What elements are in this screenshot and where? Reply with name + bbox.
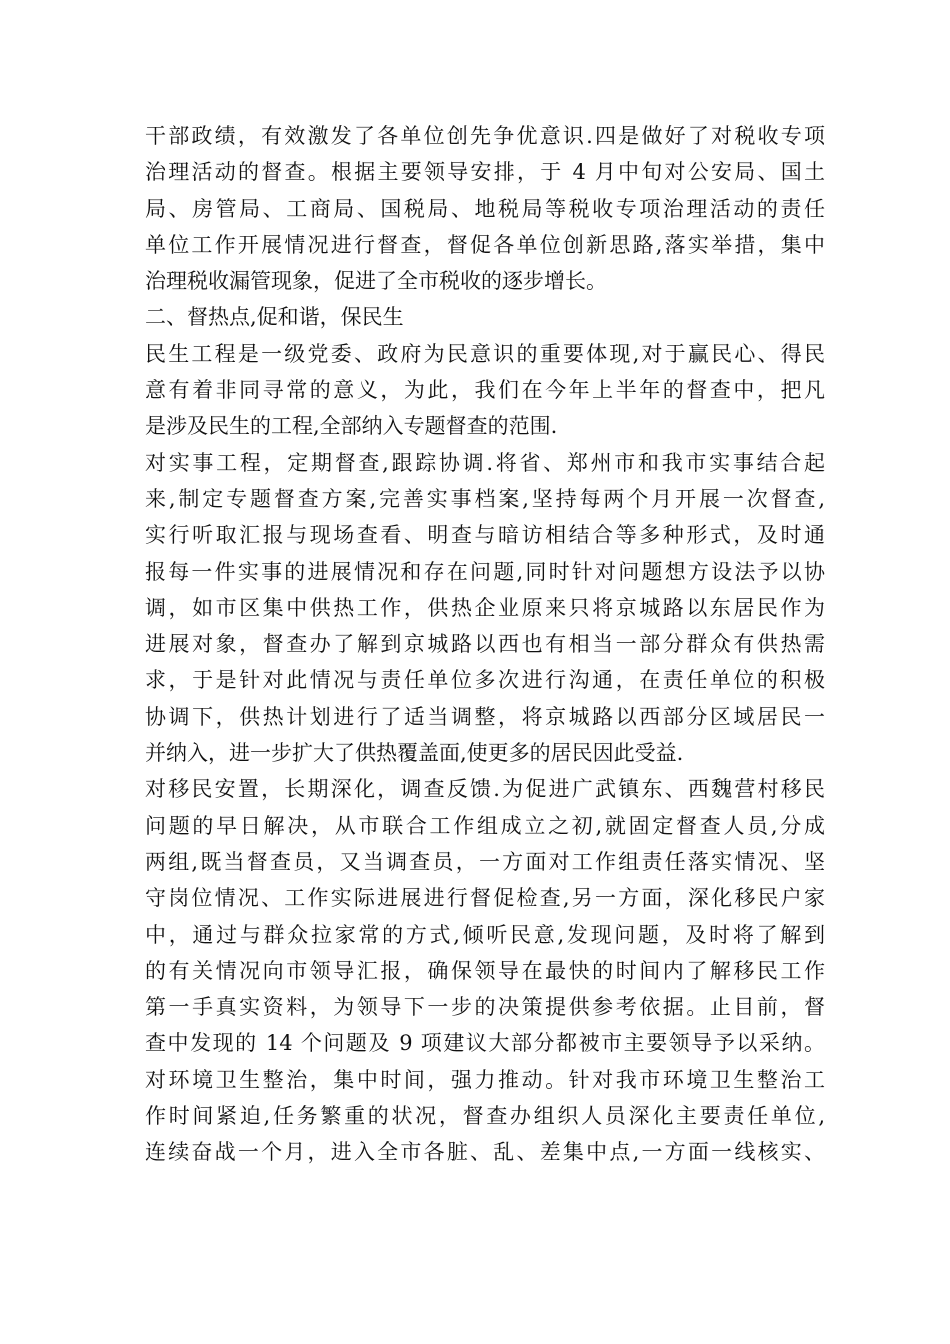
text-line: 民生工程是一级党委、政府为民意识的重要体现,对于赢民心、得民 <box>145 341 825 366</box>
text-line: 求，于是针对此情况与责任单位多次进行沟通，在责任单位的积极 <box>145 668 825 693</box>
text-line: 意有着非同寻常的意义，为此，我们在今年上半年的督查中，把凡 <box>145 378 825 403</box>
text-line: 中，通过与群众拉家常的方式,倾听民意,发现问题，及时将了解到 <box>145 922 825 947</box>
section-heading: 二、督热点,促和谐，保民生 <box>145 305 404 330</box>
text-line: 对实事工程，定期督查,跟踪协调.将省、郑州市和我市实事结合起 <box>145 450 825 475</box>
text-line: 进展对象，督查办了解到京城路以西也有相当一部分群众有供热需 <box>145 632 825 657</box>
text-line: 治理活动的督查。根据主要领导安排，于 4 月中旬对公安局、国土 <box>145 160 825 185</box>
text-line: 第一手真实资料，为领导下一步的决策提供参考依据。止目前，督 <box>145 995 825 1020</box>
text-line: 协调下，供热计划进行了适当调整，将京城路以西部分区域居民一 <box>145 704 825 729</box>
text-line: 对环境卫生整治，集中时间，强力推动。针对我市环境卫生整治工 <box>145 1067 825 1092</box>
text-line: 干部政绩，有效激发了各单位创先争优意识.四是做好了对税收专项 <box>145 124 825 148</box>
text-line: 作时间紧迫,任务繁重的状况，督查办组织人员深化主要责任单位, <box>145 1104 825 1129</box>
text-line: 调，如市区集中供热工作，供热企业原来只将京城路以东居民作为 <box>145 595 825 620</box>
text-line: 的有关情况向市领导汇报，确保领导在最快的时间内了解移民工作 <box>145 958 825 983</box>
text-line: 治理税收漏管现象，促进了全市税收的逐步增长。 <box>145 269 607 294</box>
text-line: 实行听取汇报与现场查看、明查与暗访相结合等多种形式，及时通 <box>145 523 825 548</box>
text-line: 局、房管局、工商局、国税局、地税局等税收专项治理活动的责任 <box>145 196 825 221</box>
text-line: 报每一件实事的进展情况和存在问题,同时针对问题想方设法予以协 <box>145 559 825 584</box>
text-line: 来,制定专题督查方案,完善实事档案,坚持每两个月开展一次督查, <box>145 486 825 511</box>
text-line: 守岗位情况、工作实际进展进行督促检查,另一方面，深化移民户家 <box>145 886 825 911</box>
text-line: 并纳入，进一步扩大了供热覆盖面,使更多的居民因此受益. <box>145 741 684 766</box>
text-line: 问题的早日解决，从市联合工作组成立之初,就固定督查人员,分成 <box>145 813 825 838</box>
text-line: 两组,既当督查员，又当调查员，一方面对工作组责任落实情况、坚 <box>145 849 825 874</box>
text-line: 连续奋战一个月，进入全市各脏、乱、差集中点,一方面一线核实、 <box>145 1140 825 1165</box>
text-line: 单位工作开展情况进行督查，督促各单位创新思路,落实举措，集中 <box>145 232 825 257</box>
document-body <box>145 118 825 1171</box>
text-line: 查中发现的 14 个问题及 9 项建议大部分都被市主要领导予以采纳。 <box>145 1031 825 1056</box>
text-line: 是涉及民生的工程,全部纳入专题督查的范围. <box>145 414 558 439</box>
text-line: 对移民安置，长期深化，调查反馈.为促进广武镇东、西魏营村移民 <box>145 777 825 802</box>
